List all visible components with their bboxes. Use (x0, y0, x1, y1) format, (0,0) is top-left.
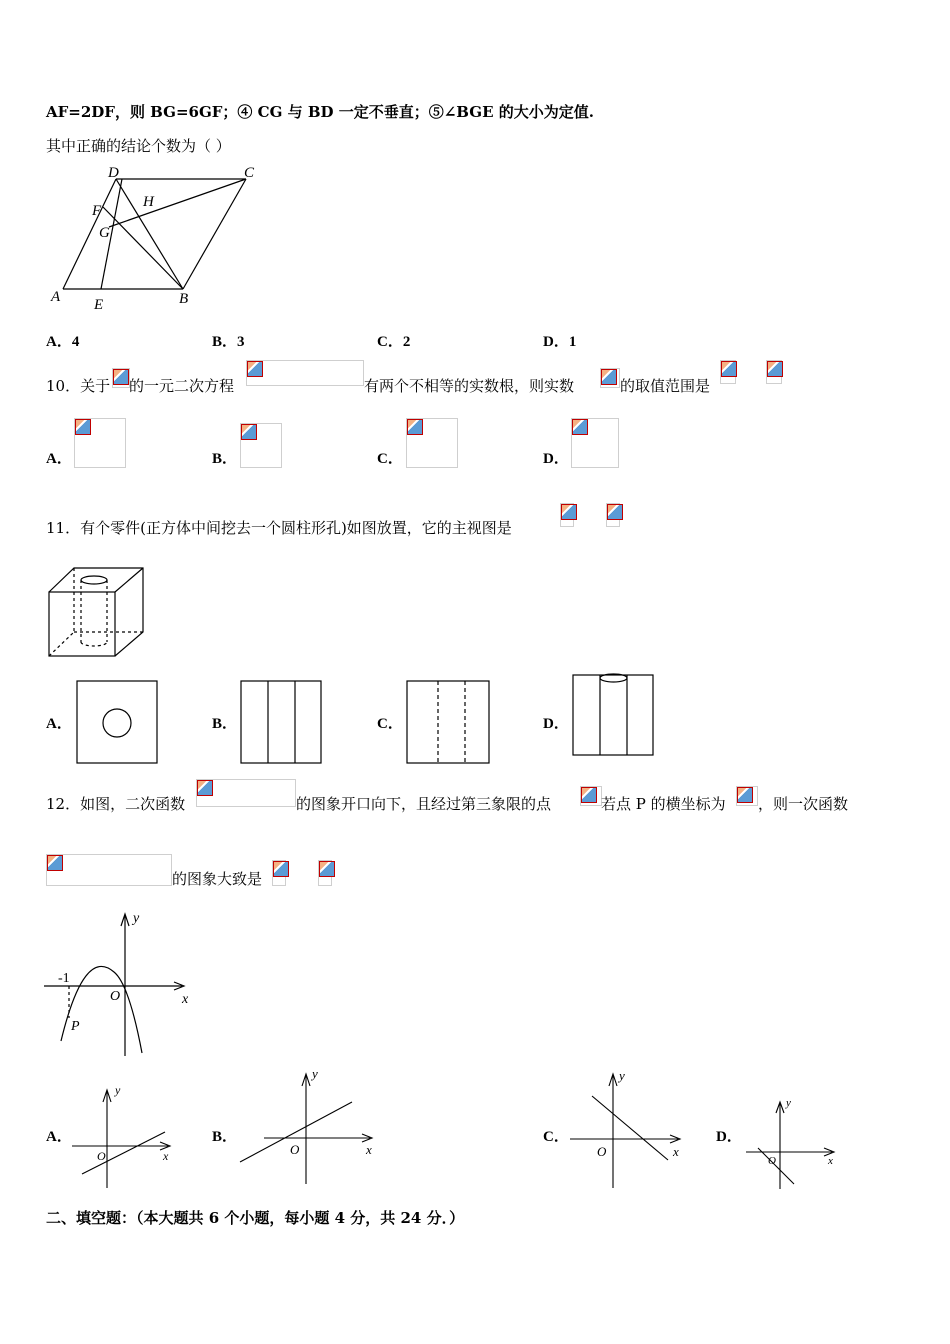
axis-x-label: x (366, 1142, 372, 1157)
q10-option-a[interactable]: A． (46, 451, 72, 467)
axis-y-label: y (786, 1097, 791, 1109)
q10-image-placeholder (112, 368, 130, 388)
q12-image-placeholder (318, 860, 332, 886)
q10-option-d[interactable]: D． (543, 451, 569, 467)
axis-x-label: x (163, 1149, 169, 1163)
label-c: C (244, 165, 255, 181)
q10-option-d-image (571, 418, 619, 468)
q11-image-placeholder (606, 503, 620, 527)
q10-var-image-placeholder (600, 368, 620, 388)
q9-option-a[interactable]: A．4 (46, 334, 80, 350)
q10-option-c-image (406, 418, 458, 468)
q12-p2: 的图象开口向下，且经过第三象限的点 (296, 795, 552, 813)
q9-option-d[interactable]: D．1 (543, 334, 577, 350)
q9-option-b[interactable]: B．3 (212, 334, 245, 350)
origin-label: O (290, 1142, 300, 1157)
axis-x-label: x (828, 1155, 833, 1167)
q10-p1: 10．关于 (46, 377, 111, 395)
q10-option-c[interactable]: C． (377, 451, 403, 467)
axis-x-label: x (182, 992, 189, 1007)
q12-option-c[interactable]: C． (543, 1129, 569, 1145)
q11-option-c[interactable]: C． (377, 716, 403, 732)
label-g: G (99, 225, 110, 241)
q11-option-b[interactable]: B． (212, 716, 238, 732)
q12-x-image-placeholder (736, 786, 758, 806)
q11-text: 11．有个零件(正方体中间挖去一个圆柱形孔)如图放置，它的主视图是 (46, 519, 512, 537)
q10-option-a-image (74, 418, 126, 468)
q11-option-d-figure (572, 672, 656, 758)
point-p-label: P (71, 1019, 80, 1034)
q10-p3: 有两个不相等的实数根，则实数 (364, 377, 575, 395)
q9-line1: AF=2DF，则 BG=6GF；④ CG 与 BD 一定不垂直；⑤∠BGE 的大小为定值. (46, 103, 594, 121)
q12-option-d[interactable]: D． (716, 1129, 742, 1145)
q12-option-d-graph (744, 1096, 844, 1191)
q12-p1: 12．如图，二次函数 (46, 795, 186, 813)
axis-y-label: y (312, 1066, 318, 1081)
q12-image-placeholder (272, 860, 286, 886)
q12-parabola-figure (44, 908, 204, 1058)
q12-p5: 的图象大致是 (172, 870, 263, 888)
axis-x-label: x (673, 1144, 679, 1159)
q12-p4: ，则一次函数 (758, 795, 849, 813)
q11-image-placeholder (560, 503, 574, 527)
label-f: F (92, 203, 102, 219)
q12-point-image-placeholder (580, 786, 602, 806)
q10-image-placeholder (766, 360, 782, 384)
q10-image-placeholder (720, 360, 736, 384)
q12-quadratic-image-placeholder (196, 779, 296, 807)
label-h: H (143, 194, 154, 210)
q12-option-c-graph (568, 1068, 698, 1193)
q12-linear-image-placeholder (46, 854, 172, 886)
q11-option-a[interactable]: A． (46, 716, 72, 732)
label-d: D (108, 165, 119, 181)
q10-equation-image-placeholder (246, 360, 364, 386)
origin-label: O (110, 989, 121, 1004)
q12-option-b[interactable]: B． (212, 1129, 238, 1145)
q10-p4: 的取值范围是 (620, 377, 711, 395)
q12-option-b-graph (236, 1066, 386, 1186)
q10-option-b-image (240, 423, 282, 468)
minus-one-label: -1 (58, 971, 70, 986)
q11-option-c-figure (406, 680, 492, 764)
q10-p2: 的一元二次方程 (129, 377, 235, 395)
q11-cube-figure (46, 564, 156, 664)
q11-option-d[interactable]: D． (543, 716, 569, 732)
section2-heading: 二、填空题：（本大题共 6 个小题，每小题 4 分，共 24 分．） (46, 1209, 465, 1227)
q9-line2: 其中正确的结论个数为（ ） (46, 137, 231, 155)
axis-y-label: y (133, 911, 140, 926)
q12-option-a[interactable]: A． (46, 1129, 72, 1145)
axis-y-label: y (619, 1068, 625, 1083)
label-e: E (94, 297, 104, 313)
origin-label: O (597, 1144, 607, 1159)
q12-option-a-graph (70, 1082, 180, 1192)
label-a: A (51, 289, 61, 305)
origin-label: O (768, 1155, 776, 1167)
label-b: B (179, 291, 189, 307)
q10-option-b[interactable]: B． (212, 451, 238, 467)
q9-parallelogram-figure (46, 165, 266, 315)
axis-y-label: y (115, 1083, 121, 1097)
q11-option-b-figure (240, 680, 324, 764)
q11-option-a-figure (76, 680, 160, 764)
q9-option-c[interactable]: C．2 (377, 334, 411, 350)
q12-p3: 若点 P 的横坐标为 (601, 795, 726, 813)
origin-label: O (97, 1149, 106, 1163)
